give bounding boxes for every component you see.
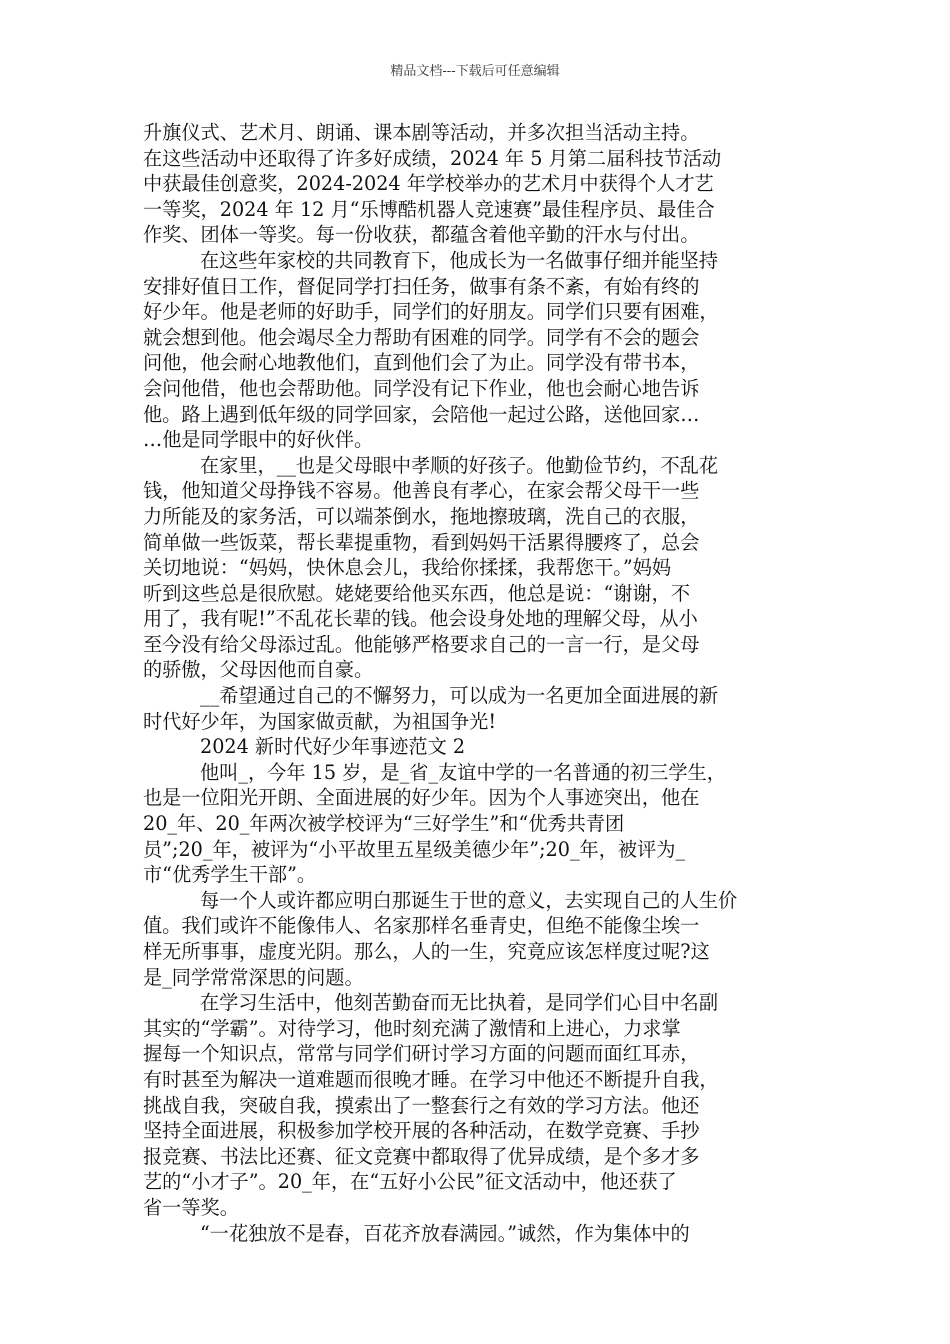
text-line: 时代好少年，为国家做贡献，为祖国争光! (143, 709, 497, 733)
paragraph-first-line: 2024 新时代好少年事迹范文 2 (200, 735, 466, 759)
text-line: 中获最佳创意奖，2024-2024 年学校举办的艺术月中获得个人才艺 (143, 172, 714, 196)
text-line: 有时甚至为解决一道难题而很晚才睡。在学习中他还不断提升自我， (143, 1067, 719, 1091)
text-line: 好少年。他是老师的好助手，同学们的好朋友。同学们只要有困难， (143, 300, 719, 324)
text-line: 握每一个知识点，常常与同学们研讨学习方面的问题而面红耳赤， (143, 1042, 700, 1066)
text-line: 在这些活动中还取得了许多好成绩，2024 年 5 月第二届科技节活动 (143, 146, 722, 170)
text-line: 关切地说：“妈妈，快休息会儿，我给你揉揉，我帮您干。”妈妈 (143, 556, 672, 580)
text-line: 问他，他会耐心地教他们，直到他们会了为止。同学没有带书本， (143, 351, 700, 375)
text-line: 作奖、团体一等奖。每一份收获，都蕴含着他辛勤的汗水与付出。 (143, 223, 700, 247)
paragraph-first-line: 在这些年家校的共同教育下，他成长为一名做事仔细并能坚持 (200, 248, 719, 272)
paragraph-first-line: 在家里，__也是父母眼中孝顺的好孩子。他勤俭节约，不乱花 (200, 453, 719, 477)
text-line: 市“优秀学生干部”。 (143, 863, 317, 887)
text-line: 的骄傲，父母因他而自豪。 (143, 658, 374, 682)
text-line: 简单做一些饭菜，帮长辈提重物，看到妈妈干活累得腰疼了，总会 (143, 530, 700, 554)
text-line: 艺的“小才子”。20_年，在“五好小公民”征文活动中，他还获了 (143, 1170, 677, 1194)
text-line: …他是同学眼中的好伙伴。 (143, 428, 374, 452)
text-line: 用了，我有呢!”不乱花长辈的钱。他会设身处地的理解父母，从小 (143, 607, 698, 631)
text-line: 他。路上遇到低年级的同学回家，会陪他一起过公路，送他回家… (143, 402, 700, 426)
text-line: 升旗仪式、艺术月、朗诵、课本剧等活动，并多次担当活动主持。 (143, 121, 700, 144)
text-line: 样无所事事，虚度光阴。那么，人的一生，究竟应该怎样度过呢?这 (143, 940, 710, 963)
paragraph-first-line: “一花独放不是春，百花齐放春满园。”诚然，作为集体中的 (200, 1221, 690, 1245)
text-line: 值。我们或许不能像伟人、名家那样名垂青史，但绝不能像尘埃一 (143, 914, 700, 938)
text-line: 其实的“学霸”。对待学习，他时刻充满了激情和上进心，力求掌 (143, 1016, 681, 1040)
text-line: 也是一位阳光开朗、全面进展的好少年。因为个人事迹突出，他在 (143, 786, 700, 810)
text-line: 是_同学常常深思的问题。 (143, 965, 364, 989)
text-line: 至今没有给父母添过乱。他能够严格要求自己的一言一行，是父母 (143, 632, 700, 656)
text-line: 20_年、20_年两次被学校评为“三好学生”和“优秀共青团 (143, 812, 625, 836)
text-line: 会问他借，他也会帮助他。同学没有记下作业，他也会耐心地告诉 (143, 376, 700, 400)
text-line: 听到这些总是很欣慰。姥姥要给他买东西，他总是说：“谢谢，不 (143, 581, 691, 605)
text-line: 坚持全面进展，积极参加学校开展的各种活动，在数学竞赛、手抄 (143, 1119, 700, 1143)
text-line: 一等奖，2024 年 12 月“乐博酷机器人竞速赛”最佳程序员、最佳合 (143, 197, 715, 221)
text-line: 力所能及的家务活，可以端茶倒水，拖地擦玻璃，洗自己的衣服， (143, 504, 700, 528)
page-header: 精品文档---下载后可任意编辑 (390, 64, 560, 79)
text-line: 安排好值日工作，督促同学打扫任务，做事有条不紊，有始有终的 (143, 274, 700, 298)
text-line: 钱，他知道父母挣钱不容易。他善良有孝心，在家会帮父母干一些 (143, 479, 700, 503)
text-line: 员”;20_年，被评为“小平故里五星级美德少年”;20_年，被评为_ (143, 837, 686, 861)
text-line: 挑战自我，突破自我，摸索出了一整套行之有效的学习方法。他还 (143, 1093, 700, 1117)
document-body (143, 120, 808, 1246)
paragraph-first-line: __希望通过自己的不懈努力，可以成为一名更加全面进展的新 (200, 684, 719, 708)
paragraph-first-line: 每一个人或许都应明白那诞生于世的意义，去实现自己的人生价 (200, 888, 738, 912)
paragraph-first-line: 在学习生活中，他刻苦勤奋而无比执着，是同学们心目中名副 (200, 991, 719, 1015)
text-line: 报竞赛、书法比还赛、征文竞赛中都取得了优异成绩，是个多才多 (143, 1144, 700, 1168)
text-line: 省一等奖。 (143, 1195, 239, 1219)
text-line: 就会想到他。他会竭尽全力帮助有困难的同学。同学有不会的题会 (143, 325, 700, 349)
paragraph-first-line: 他叫_，今年 15 岁，是_省_友谊中学的一名普通的初三学生， (200, 760, 726, 784)
